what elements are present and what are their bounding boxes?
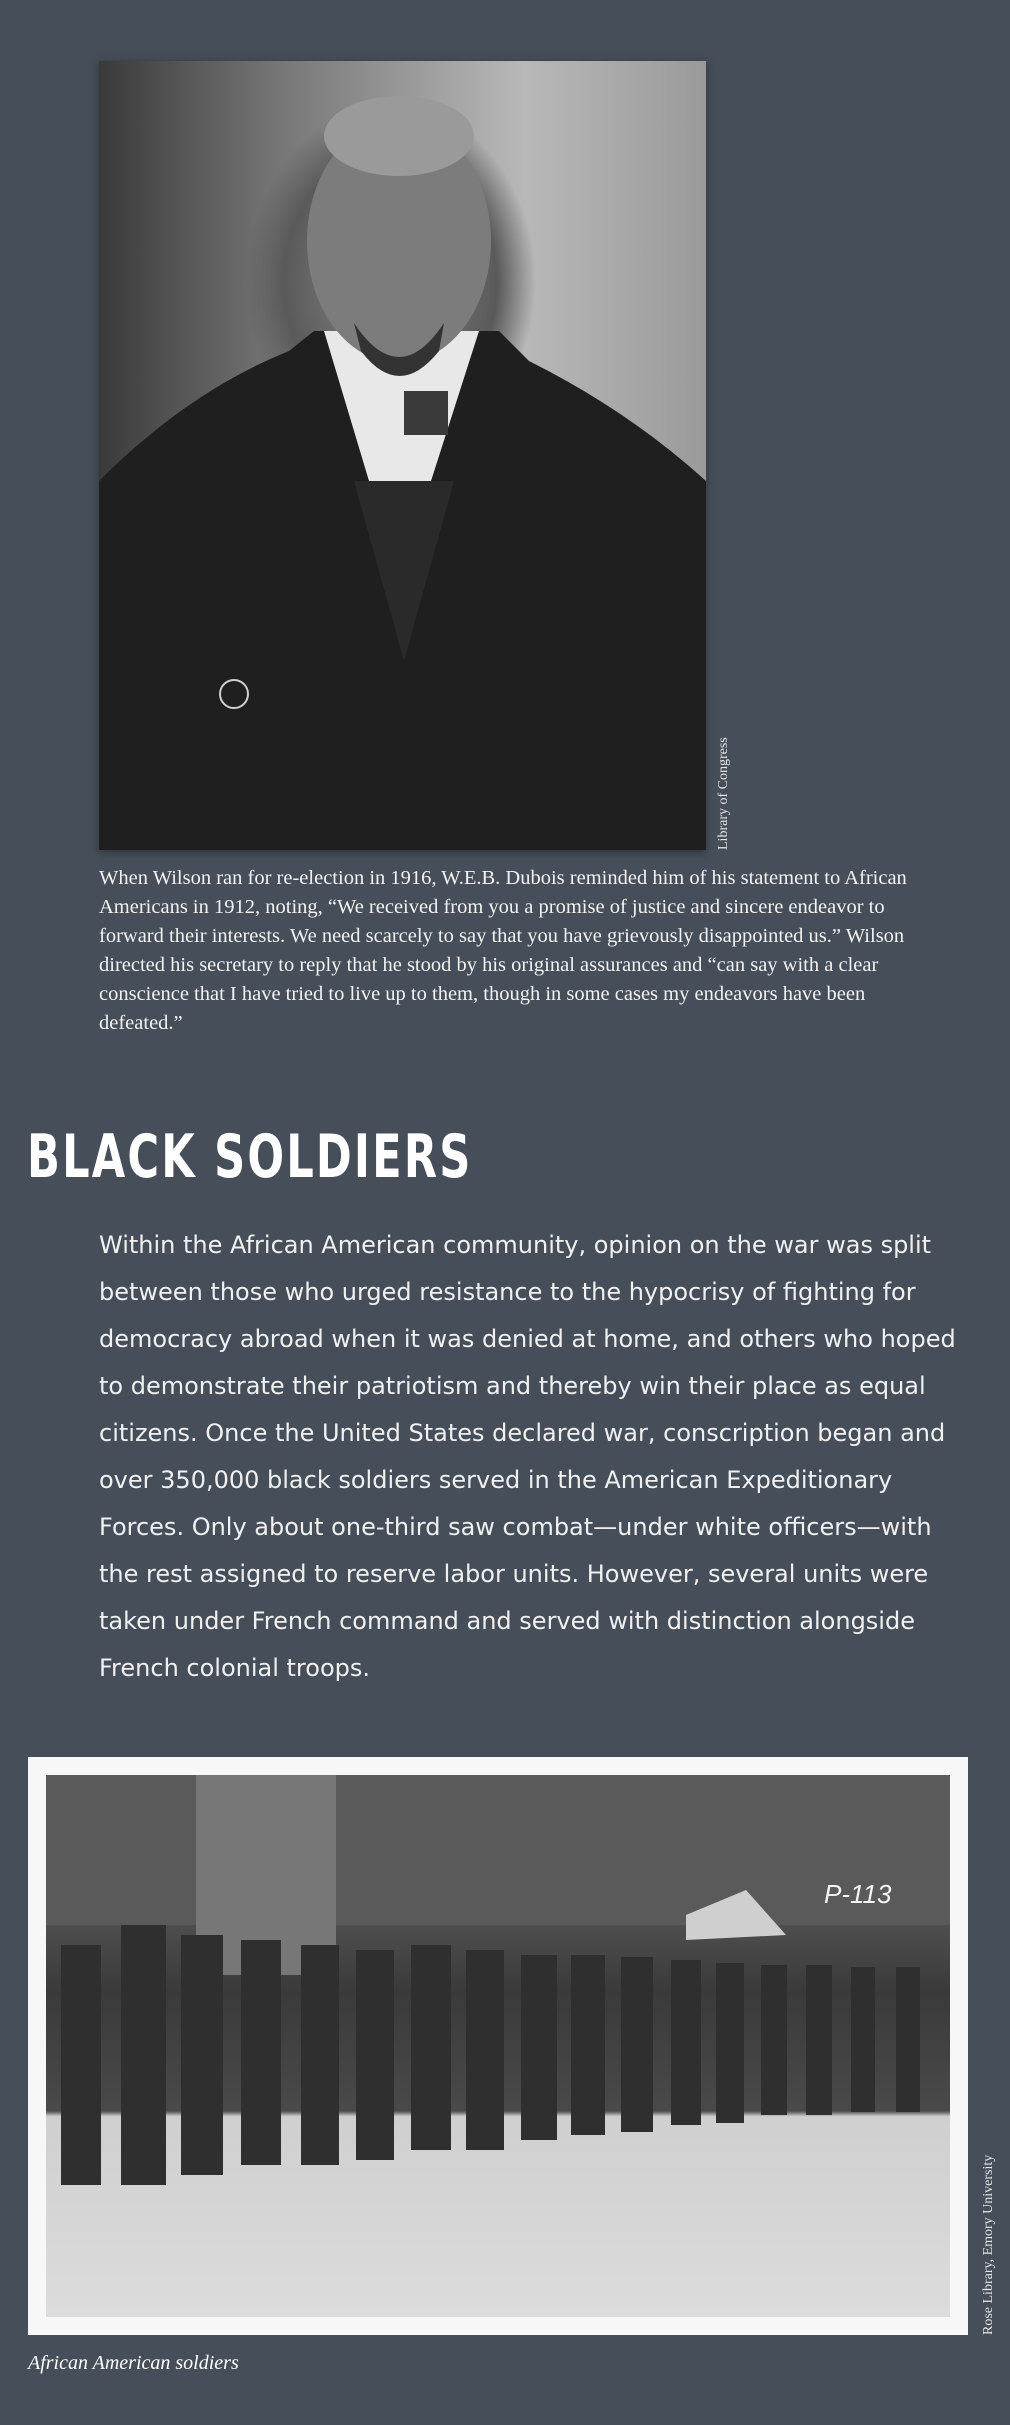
soldiers-illustration xyxy=(46,1775,950,2317)
section-heading: BLACK SOLDIERS xyxy=(27,1122,473,1192)
soldiers-credit: Rose Library, Emory University xyxy=(981,2154,996,2335)
portrait-photo xyxy=(99,61,706,850)
portrait-caption: When Wilson ran for re-election in 1916, W.E.B. Dubois reminded him of his statement to African Americans in 1912, noting, “We received from you a promise of justice and sincere endeavor to forward their interests. We need scarcely to say that you have grievously disappointed us.” Wilson directed his secretary to reply that he stood by his original assurances and “can say with a clear conscience that I have tried to live up to them, though in some cases my endeavors have been defeated.” xyxy=(99,867,907,1034)
photo-label: P-113 xyxy=(824,1879,892,1909)
soldiers-photo-frame xyxy=(28,1757,968,2335)
section-body: Within the African American community, opinion on the war was split between those who urged resistance to the hypocrisy of fighting for democracy abroad when it was denied at home, and others who hoped to demonstrate their patriotism and thereby win their place as equal citizens. Once the United States declared war, conscription began and over 350,000 black soldiers served in the American Expeditionary Forces. Only about one-third saw combat—under white officers—with the rest assigned to reserve labor units. However, several units were taken under French command and served with distinction alongside French colonial troops. xyxy=(99,1231,956,1682)
portrait-credit: Library of Congress xyxy=(716,737,731,850)
portrait-illustration xyxy=(99,61,706,850)
soldiers-photo xyxy=(46,1775,950,2317)
soldiers-caption: African American soldiers xyxy=(28,2352,239,2374)
